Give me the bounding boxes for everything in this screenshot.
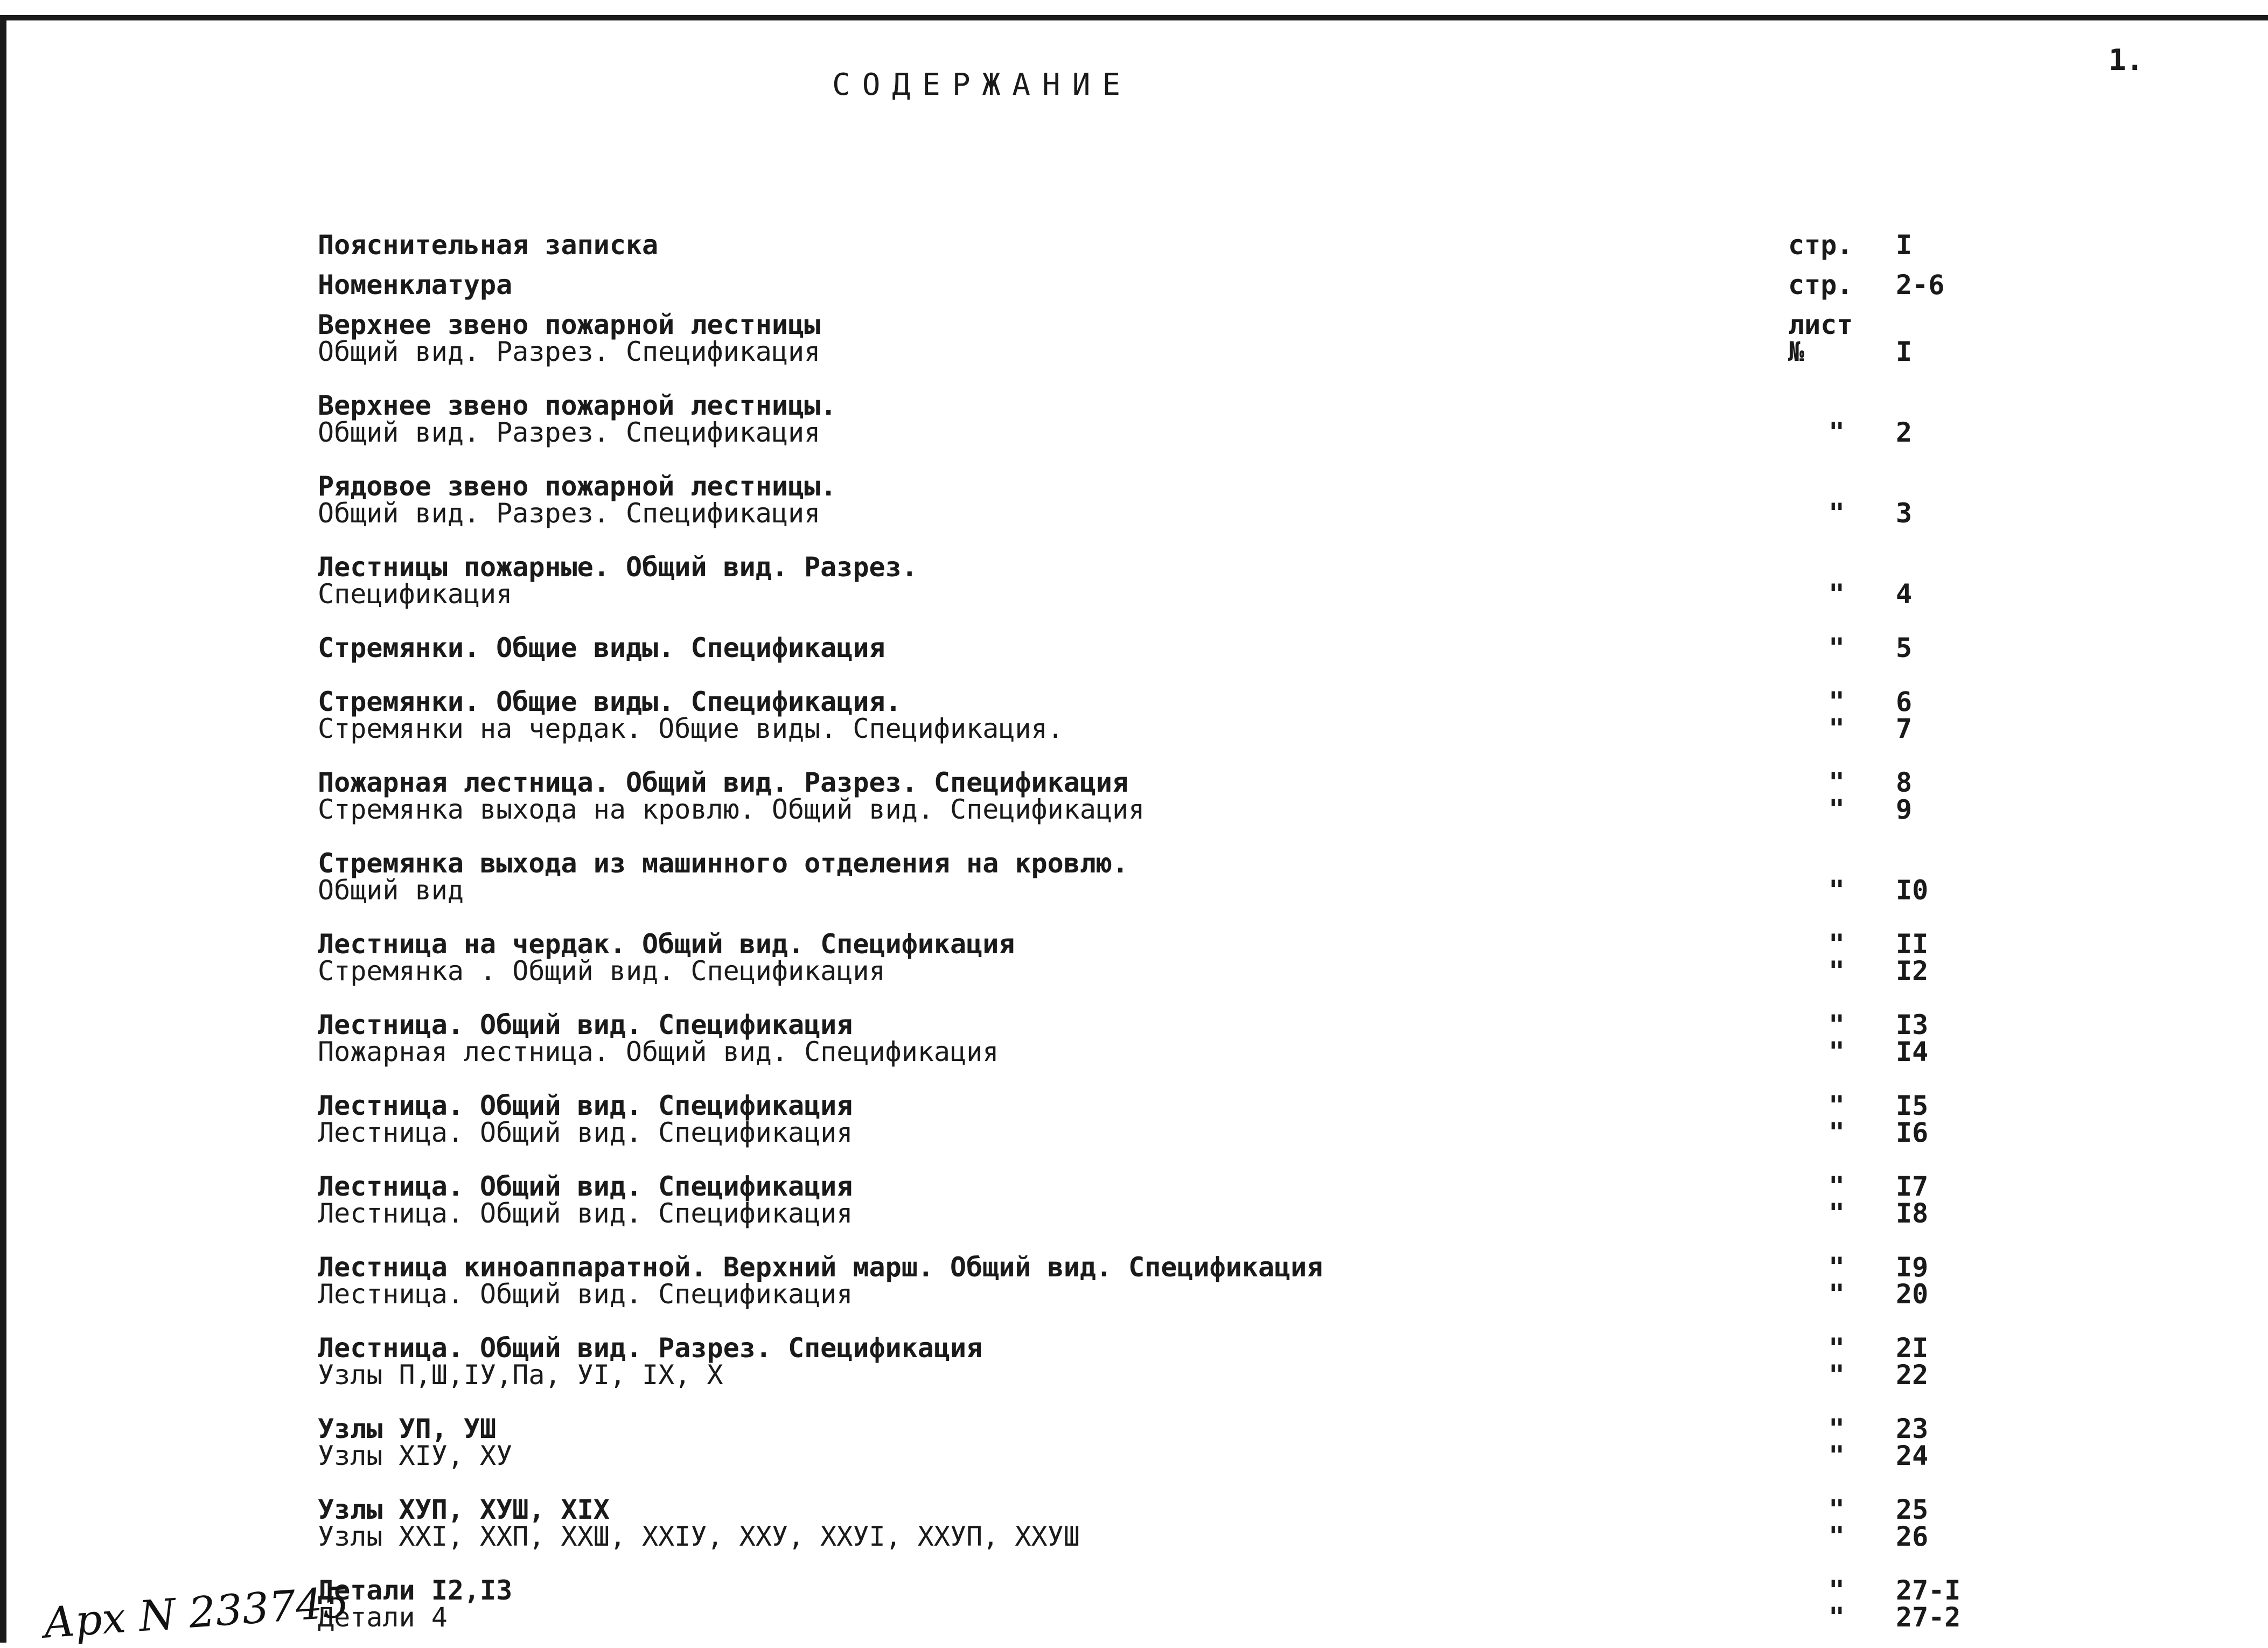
toc-ditto-mark: стр.	[1788, 269, 1853, 301]
toc-entry-title	[318, 1254, 1788, 1308]
toc-entry-line: Стремянки. Общие виды. Спецификация	[318, 632, 885, 664]
toc-page-number: 26	[1896, 1521, 1929, 1552]
toc-ditto-mark: "	[1828, 1090, 1845, 1121]
toc-ditto-mark: "	[1828, 1332, 1845, 1364]
toc-page-number: 2	[1896, 417, 1913, 448]
toc-page-number: 27-2	[1896, 1602, 1961, 1633]
toc-entry	[318, 1496, 2057, 1550]
toc-entry-marks	[1788, 1332, 1885, 1391]
toc-entry-line: Пожарная лестница. Общий вид. Разрез. Спецификация	[318, 767, 1129, 798]
toc-page-number: 3	[1896, 498, 1913, 529]
toc-entry-title	[318, 850, 1788, 904]
toc-page-number: II	[1896, 928, 1929, 960]
toc-entry-line: Лестница на чердак. Общий вид. Спецификация	[318, 928, 1015, 960]
toc-ditto-mark: "	[1828, 955, 1845, 987]
toc-entry-pages	[1885, 229, 2057, 261]
toc-entry-pages	[1885, 269, 2057, 301]
toc-page-number: I	[1896, 336, 1913, 367]
toc-page-number: I	[1896, 229, 1913, 261]
table-of-contents	[318, 229, 2057, 1633]
toc-entry	[318, 229, 2057, 261]
toc-entry-pages	[1885, 1577, 2057, 1631]
toc-ditto-mark: "	[1828, 686, 1845, 717]
toc-entry-title	[318, 928, 1788, 987]
toc-entry-line: Узлы П,Ш,IУ,Па, УI, IX, X	[318, 1359, 723, 1391]
toc-ditto-mark: "	[1828, 632, 1845, 664]
toc-ditto-mark: "	[1828, 1171, 1845, 1202]
archive-signature: Арх N 233745	[41, 1578, 351, 1648]
toc-entry-line: Лестница. Общий вид. Спецификация	[318, 1171, 853, 1202]
toc-entry-marks	[1788, 554, 1885, 610]
toc-entry-pages	[1885, 1092, 2057, 1146]
toc-entry-marks	[1788, 311, 1885, 365]
toc-entry-line: Узлы УП, УШ	[318, 1413, 497, 1444]
toc-entry	[318, 688, 2057, 742]
toc-page-number: 22	[1896, 1359, 1929, 1391]
toc-ditto-mark: "	[1828, 1279, 1845, 1310]
toc-page-number: 20	[1896, 1279, 1929, 1310]
toc-entry-line: Номенклатура	[318, 269, 513, 301]
toc-page-number: 27-I	[1896, 1575, 1961, 1606]
toc-ditto-mark: "	[1828, 578, 1845, 610]
toc-page-number: 7	[1896, 713, 1913, 744]
toc-entry-pages	[1885, 632, 2057, 664]
toc-ditto-mark: "	[1828, 713, 1845, 744]
toc-entry-line: Узлы XУП, XУШ, XIX	[318, 1494, 610, 1525]
toc-entry-line: Общий вид	[318, 875, 464, 906]
toc-entry-line: Лестница. Общий вид. Спецификация	[318, 1117, 853, 1148]
toc-entry-line: Лестница. Общий вид. Спецификация	[318, 1198, 853, 1229]
toc-entry	[318, 269, 2057, 301]
toc-ditto-mark: "	[1828, 928, 1845, 960]
toc-entry-marks	[1788, 473, 1885, 527]
toc-entry-title	[318, 229, 1788, 261]
page-number: 1.	[2109, 43, 2144, 77]
toc-page-number: I8	[1896, 1198, 1929, 1229]
toc-ditto-mark: "	[1828, 1117, 1845, 1148]
toc-entry-line: Общий вид. Разрез. Спецификация	[318, 336, 821, 367]
toc-entry-pages	[1885, 473, 2057, 527]
toc-ditto-mark: "	[1828, 875, 1845, 906]
toc-entry-line: Стремянки. Общие виды. Спецификация.	[318, 686, 902, 717]
toc-entry	[318, 632, 2057, 664]
toc-ditto-mark: лист №	[1788, 309, 1853, 367]
toc-entry-line: Лестница. Общий вид. Спецификация	[318, 1090, 853, 1121]
toc-entry	[318, 551, 2057, 610]
toc-page-number: I4	[1896, 1036, 1929, 1067]
toc-entry	[318, 311, 2057, 365]
toc-ditto-mark: "	[1828, 1494, 1845, 1525]
toc-entry-marks	[1788, 269, 1885, 301]
toc-ditto-mark: "	[1828, 417, 1845, 448]
toc-entry-line: Узлы XIУ, XУ	[318, 1440, 513, 1471]
toc-ditto-mark: "	[1828, 1575, 1845, 1606]
toc-entry-marks	[1788, 1011, 1885, 1065]
toc-page-number: 6	[1896, 686, 1913, 717]
toc-ditto-mark: "	[1828, 794, 1845, 825]
toc-page-number: I3	[1896, 1009, 1929, 1041]
toc-entry-line: Верхнее звено пожарной лестницы	[318, 309, 821, 340]
toc-page-number: 5	[1896, 632, 1913, 664]
toc-entry-line: Стремянки на чердак. Общие виды. Спецификация.	[318, 713, 1064, 744]
toc-entry-pages	[1885, 311, 2057, 365]
toc-entry	[318, 1173, 2057, 1227]
toc-entry	[318, 1254, 2057, 1308]
toc-entry-marks	[1788, 632, 1885, 664]
toc-entry-line: Детали I2,I3	[318, 1575, 513, 1606]
toc-entry-line: Пожарная лестница. Общий вид. Спецификация	[318, 1036, 999, 1067]
toc-ditto-mark: "	[1828, 1440, 1845, 1471]
toc-entry-line: Стремянка выхода из машинного отделения на кровлю.	[318, 848, 1129, 879]
toc-entry-title	[318, 688, 1788, 742]
toc-entry-title	[318, 311, 1788, 365]
toc-entry-title	[318, 1011, 1788, 1065]
toc-entry-title	[318, 1092, 1788, 1146]
toc-entry-marks	[1788, 688, 1885, 742]
toc-page-number: I9	[1896, 1252, 1929, 1283]
toc-entry-pages	[1885, 1496, 2057, 1550]
toc-entry-title	[318, 1415, 1788, 1469]
toc-entry-marks	[1788, 850, 1885, 904]
toc-entry-marks	[1788, 928, 1885, 987]
toc-entry-marks	[1788, 1254, 1885, 1308]
toc-ditto-mark: "	[1828, 1036, 1845, 1067]
toc-entry-marks	[1788, 1496, 1885, 1550]
toc-entry-line: Лестница. Общий вид. Спецификация	[318, 1009, 853, 1041]
toc-ditto-mark: "	[1828, 1521, 1845, 1552]
toc-entry-marks	[1788, 1577, 1885, 1631]
toc-entry-line: Детали 4	[318, 1602, 448, 1633]
toc-entry-line: Лестницы пожарные. Общий вид. Разрез.	[318, 551, 918, 583]
toc-page-number: 8	[1896, 767, 1913, 798]
toc-entry-title	[318, 473, 1788, 527]
toc-entry	[318, 1415, 2057, 1469]
toc-entry-line: Лестница. Общий вид. Спецификация	[318, 1279, 853, 1310]
toc-entry-pages	[1885, 1254, 2057, 1308]
toc-entry-line: Верхнее звено пожарной лестницы.	[318, 390, 837, 421]
toc-entry-pages	[1885, 1011, 2057, 1065]
toc-entry	[318, 392, 2057, 446]
toc-entry	[318, 928, 2057, 987]
toc-page-number: I0	[1896, 875, 1929, 906]
toc-entry-line: Пояснительная записка	[318, 229, 659, 261]
toc-entry-title	[318, 1496, 1788, 1550]
toc-entry-line: Узлы XXI, XXП, XXШ, XXIУ, XXУ, XXУI, XXУП, XXУШ	[318, 1521, 1080, 1552]
toc-ditto-mark: "	[1828, 1198, 1845, 1229]
toc-entry	[318, 1332, 2057, 1391]
toc-ditto-mark: "	[1828, 767, 1845, 798]
toc-entry-title	[318, 269, 1788, 301]
toc-ditto-mark: "	[1828, 1359, 1845, 1391]
toc-entry-marks	[1788, 1415, 1885, 1469]
toc-page-number: I2	[1896, 955, 1929, 987]
toc-page-number: I7	[1896, 1171, 1929, 1202]
page-title: СОДЕРЖАНИЕ	[832, 67, 1133, 102]
toc-page-number: I5	[1896, 1090, 1929, 1121]
page-frame-top	[0, 15, 2268, 20]
toc-page-number: 2I	[1896, 1332, 1929, 1364]
toc-ditto-mark: стр.	[1788, 229, 1853, 261]
toc-ditto-mark: "	[1828, 1009, 1845, 1041]
toc-entry-line: Стремянка . Общий вид. Спецификация	[318, 955, 885, 987]
page-frame-left	[0, 15, 6, 1643]
toc-entry-title	[318, 1332, 1788, 1391]
toc-entry-marks	[1788, 229, 1885, 261]
toc-entry-pages	[1885, 928, 2057, 987]
toc-page-number: I6	[1896, 1117, 1929, 1148]
toc-entry-line: Общий вид. Разрез. Спецификация	[318, 417, 821, 448]
toc-entry-pages	[1885, 554, 2057, 610]
toc-page-number: 9	[1896, 794, 1913, 825]
toc-page-number: 2-6	[1896, 269, 1945, 301]
toc-entry-line: Лестница. Общий вид. Разрез. Спецификация	[318, 1332, 983, 1364]
toc-entry-title	[318, 1577, 1788, 1631]
toc-entry-marks	[1788, 1173, 1885, 1227]
toc-entry-pages	[1885, 1173, 2057, 1227]
toc-entry-pages	[1885, 769, 2057, 823]
toc-entry	[318, 1011, 2057, 1065]
toc-entry-line: Общий вид. Разрез. Спецификация	[318, 498, 821, 529]
toc-page-number: 25	[1896, 1494, 1929, 1525]
toc-entry-marks	[1788, 1092, 1885, 1146]
toc-page-number: 4	[1896, 578, 1913, 610]
toc-entry	[318, 1577, 2057, 1631]
toc-entry-pages	[1885, 688, 2057, 742]
toc-entry-title	[318, 769, 1788, 823]
toc-entry-line: Стремянка выхода на кровлю. Общий вид. Спецификация	[318, 794, 1145, 825]
toc-entry-title	[318, 632, 1788, 664]
toc-entry	[318, 850, 2057, 904]
toc-entry-pages	[1885, 1332, 2057, 1391]
toc-entry-pages	[1885, 1415, 2057, 1469]
toc-entry-pages	[1885, 850, 2057, 904]
toc-entry	[318, 769, 2057, 823]
toc-entry-marks	[1788, 769, 1885, 823]
toc-entry-line: Спецификация	[318, 578, 513, 610]
toc-entry-marks	[1788, 392, 1885, 446]
toc-ditto-mark: "	[1828, 1602, 1845, 1633]
toc-entry	[318, 1092, 2057, 1146]
toc-page-number: 23	[1896, 1413, 1929, 1444]
toc-entry-title	[318, 1173, 1788, 1227]
toc-entry-pages	[1885, 392, 2057, 446]
toc-entry-title	[318, 392, 1788, 446]
toc-ditto-mark: "	[1828, 498, 1845, 529]
toc-entry-line: Лестница киноаппаратной. Верхний марш. Общий вид. Спецификация	[318, 1252, 1323, 1283]
toc-entry	[318, 473, 2057, 527]
toc-page-number: 24	[1896, 1440, 1929, 1471]
toc-entry-title	[318, 551, 1788, 610]
toc-ditto-mark: "	[1828, 1252, 1845, 1283]
toc-ditto-mark: "	[1828, 1413, 1845, 1444]
toc-entry-line: Рядовое звено пожарной лестницы.	[318, 471, 837, 502]
